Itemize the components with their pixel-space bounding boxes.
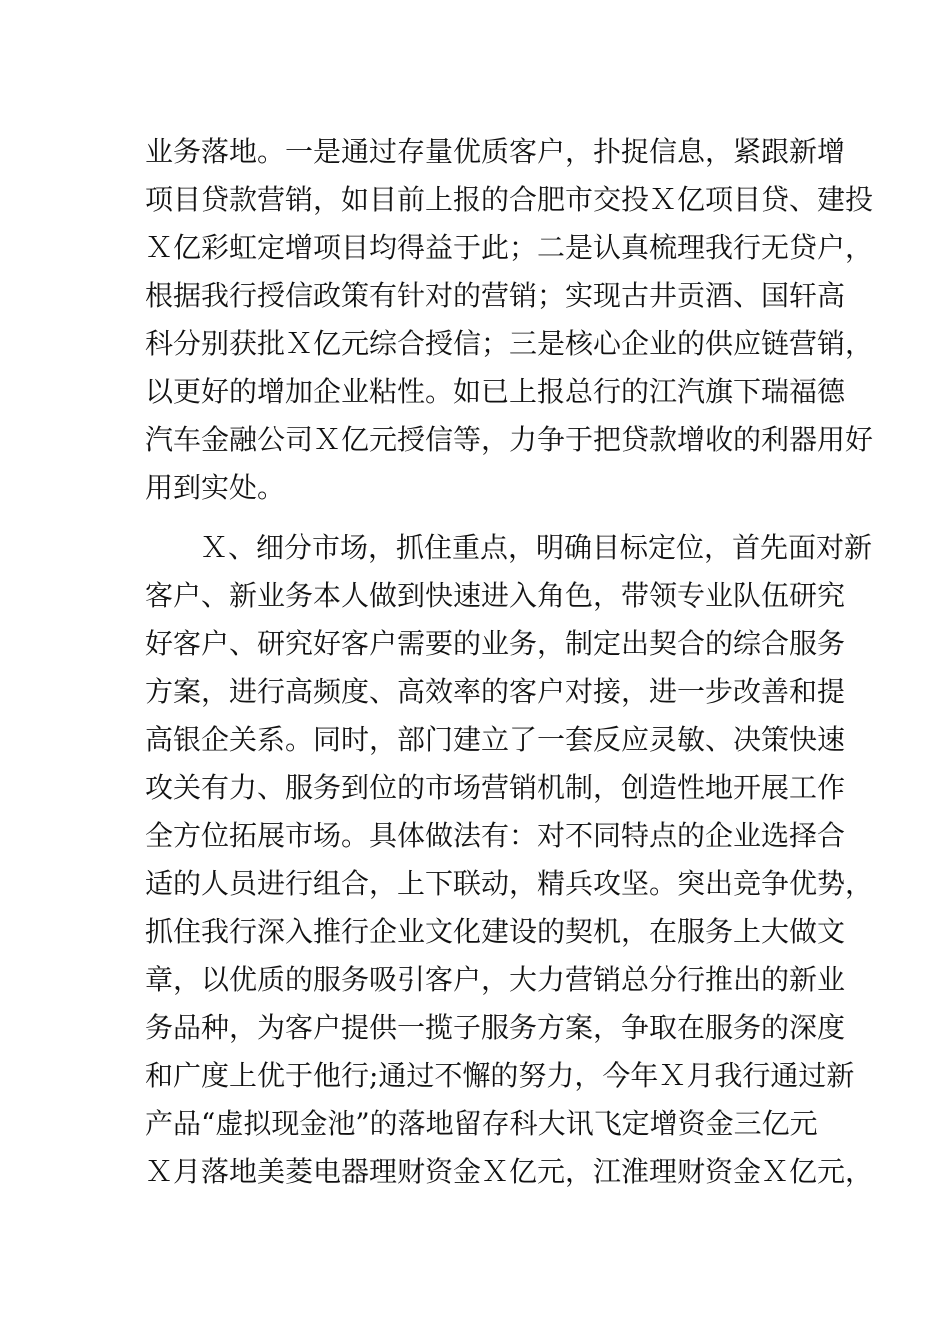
paragraph-2-line-14: Ｘ月落地美菱电器理财资金Ｘ亿元，江淮理财资金Ｘ亿元，: [145, 1155, 874, 1188]
paragraph-2-line-9: 抓住我行深入推行企业文化建设的契机，在服务上大做文: [145, 915, 846, 948]
paragraph-2-line-13: 产品“虚拟现金池”的落地留存科大讯飞定增资金三亿元: [145, 1107, 818, 1140]
paragraph-1-line-5: 科分别获批Ｘ亿元综合授信；三是核心企业的供应链营销，: [145, 327, 874, 360]
paragraph-2-line-1: Ｘ、细分市场，抓住重点，明确目标定位，首先面对新: [200, 531, 873, 564]
paragraph-2-line-3: 好客户、研究好客户需要的业务，制定出契合的综合服务: [145, 627, 846, 660]
paragraph-1-line-4: 根据我行授信政策有针对的营销；实现古井贡酒、国轩高: [145, 279, 846, 312]
paragraph-2-line-5: 高银企关系。同时，部门建立了一套反应灵敏、决策快速: [145, 723, 846, 756]
paragraph-2-line-2: 客户、新业务本人做到快速进入角色，带领专业队伍研究: [145, 579, 846, 612]
paragraph-2-line-11: 务品种，为客户提供一揽子服务方案，争取在服务的深度: [145, 1011, 846, 1044]
paragraph-1-line-7: 汽车金融公司Ｘ亿元授信等，力争于把贷款增收的利器用好: [145, 423, 874, 456]
paragraph-1-line-6: 以更好的增加企业粘性。如已上报总行的江汽旗下瑞福德: [145, 375, 846, 408]
paragraph-1-line-8: 用到实处。: [145, 471, 286, 504]
paragraph-1-line-2: 项目贷款营销，如目前上报的合肥市交投Ｘ亿项目贷、建投: [145, 183, 874, 216]
paragraph-2-line-12: 和广度上优于他行;通过不懈的努力，今年Ｘ月我行通过新: [145, 1059, 855, 1092]
paragraph-2-line-6: 攻关有力、服务到位的市场营销机制，创造性地开展工作: [145, 771, 846, 804]
paragraph-1-line-3: Ｘ亿彩虹定增项目均得益于此；二是认真梳理我行无贷户，: [145, 231, 874, 264]
paragraph-2-line-8: 适的人员进行组合，上下联动，精兵攻坚。突出竞争优势，: [145, 867, 874, 900]
paragraph-2-line-4: 方案，进行高频度、高效率的客户对接，进一步改善和提: [145, 675, 846, 708]
paragraph-2-line-10: 章，以优质的服务吸引客户，大力营销总分行推出的新业: [145, 963, 846, 996]
paragraph-2-line-7: 全方位拓展市场。具体做法有：对不同特点的企业选择合: [145, 819, 846, 852]
paragraph-1-line-1: 业务落地。一是通过存量优质客户，扑捉信息，紧跟新增: [145, 135, 846, 168]
